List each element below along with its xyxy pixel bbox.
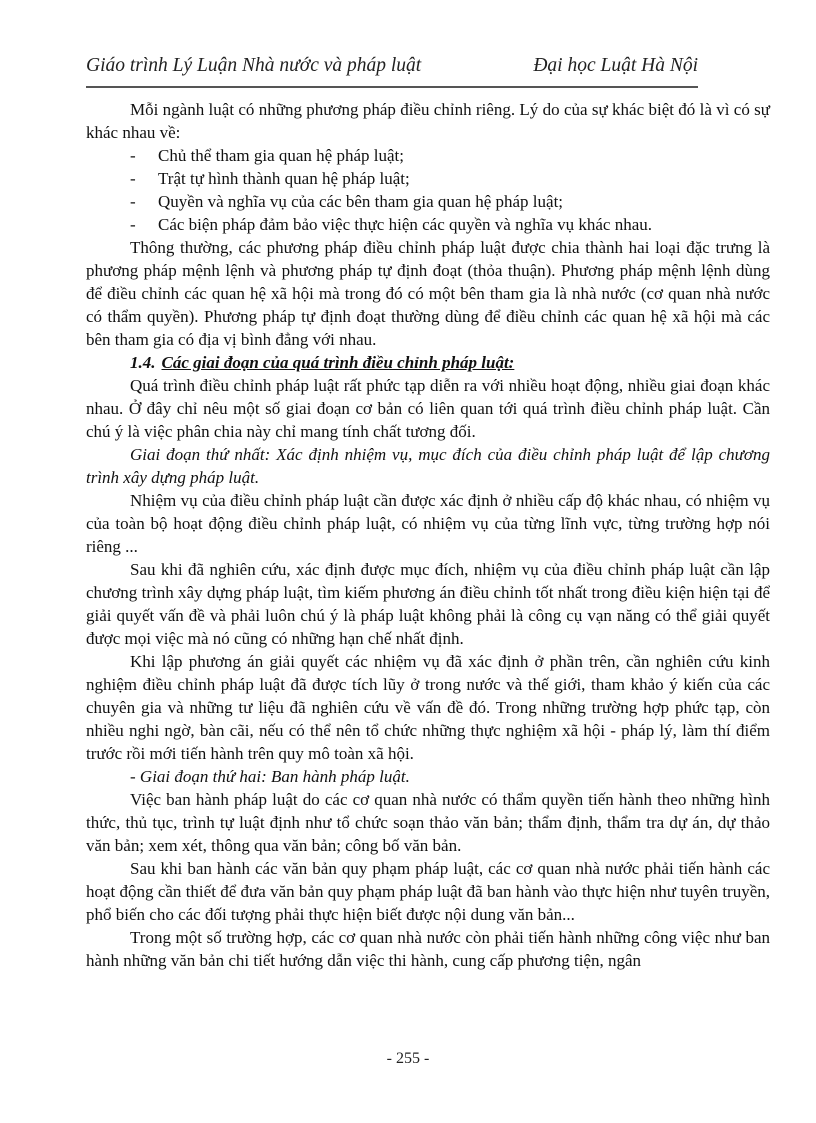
stage-1-heading: Giai đoạn thứ nhất: Xác định nhiệm vụ, mục đích của điều chỉnh pháp luật để lập chương trình xây dựng pháp luật. (86, 445, 770, 487)
page-body (86, 98, 770, 972)
paragraph-8: Sau khi ban hành các văn bản quy phạm pháp luật, các cơ quan nhà nước phải tiến hành các hoạt động cần thiết để đưa văn bản quy phạm pháp luật đã ban hành vào thực hiện như tuyên truyền, phổ biến cho các đối tượng phải thực hiện biết được nội dung văn bản... (86, 859, 770, 924)
paragraph-1: Mỗi ngành luật có những phương pháp điều chỉnh riêng. Lý do của sự khác biệt đó là vì có sự khác nhau về: (86, 100, 770, 142)
paragraph-6: Khi lập phương án giải quyết các nhiệm vụ đã xác định ở phần trên, cần nghiên cứu kinh nghiệm điều chỉnh pháp luật đã được tích lũy ở trong nước và thế giới, tham khảo ý kiến của các chuyên gia và những tư liệu đã nghiên cứu về vấn đề đó. Trong những trường hợp phức tạp, còn nhiều nghi ngờ, bàn cãi, nếu có thể nên tổ chức những thực nghiệm xã hội - pháp lý, làm thí điểm trước rồi mới tiến hành trên quy mô toàn xã hội. (86, 652, 770, 763)
section-title: Các giai đoạn của quá trình điều chỉnh pháp luật: (161, 353, 515, 372)
bullet-marker: - (130, 192, 136, 211)
section-heading (86, 351, 770, 374)
page-number: - 255 - (386, 1050, 430, 1067)
stage-2-heading: - Giai đoạn thứ hai: Ban hành pháp luật. (130, 767, 410, 786)
header-institution: Đại học Luật Hà Nội (533, 55, 698, 76)
bullet-marker: - (130, 169, 136, 188)
paragraph-9: Trong một số trường hợp, các cơ quan nhà nước còn phải tiến hành những công việc như ban hành những văn bản chi tiết hướng dẫn việc thi hành, cung cấp phương tiện, ngân (86, 928, 770, 970)
bullet-item (86, 167, 770, 190)
bullet-item (86, 213, 770, 236)
paragraph-4: Nhiệm vụ của điều chỉnh pháp luật cần được xác định ở nhiều cấp độ khác nhau, có nhiệm vụ của toàn bộ hoạt động điều chỉnh pháp luật, có nhiệm vụ của từng lĩnh vực, từng trường hợp nói riêng ... (86, 491, 770, 556)
bullet-item (86, 190, 770, 213)
bullet-item (86, 144, 770, 167)
bullet-list (86, 144, 770, 236)
header-book-title: Giáo trình Lý Luận Nhà nước và pháp luật (86, 55, 422, 76)
page-header (86, 52, 698, 88)
paragraph-3: Quá trình điều chỉnh pháp luật rất phức tạp diễn ra với nhiều hoạt động, nhiều giai đoạn khác nhau. Ở đây chỉ nêu một số giai đoạn cơ bản có liên quan tới quá trình điều chỉnh pháp luật. Cần chú ý là việc phân chia này chỉ mang tính chất tương đối. (86, 376, 770, 441)
bullet-marker: - (130, 146, 136, 165)
bullet-marker: - (130, 215, 136, 234)
bullet-text: Quyền và nghĩa vụ của các bên tham gia quan hệ pháp luật; (158, 192, 564, 211)
bullet-text: Chủ thể tham gia quan hệ pháp luật; (158, 146, 404, 165)
paragraph-7: Việc ban hành pháp luật do các cơ quan nhà nước có thẩm quyền tiến hành theo những hình thức, thủ tục, trình tự luật định như tổ chức soạn thảo văn bản; thẩm định, thẩm tra dự án, dự thảo văn bản; xem xét, thông qua văn bản; công bố văn bản. (86, 790, 770, 855)
paragraph-5: Sau khi đã nghiên cứu, xác định được mục đích, nhiệm vụ của điều chỉnh pháp luật cần lập chương trình xây dựng pháp luật, tìm kiếm phương án điều chỉnh tốt nhất trong điều kiện hiện tại để giải quyết vấn đề và phải luôn chú ý là pháp luật không phải là công cụ vạn năng có thể giải quyết được mọi việc mà nó cũng có những hạn chế nhất định. (86, 560, 770, 648)
bullet-text: Trật tự hình thành quan hệ pháp luật; (158, 169, 410, 188)
paragraph-2: Thông thường, các phương pháp điều chỉnh pháp luật được chia thành hai loại đặc trưng là phương pháp mệnh lệnh và phương pháp tự định đoạt (thỏa thuận). Phương pháp mệnh lệnh dùng để điều chỉnh các quan hệ xã hội mà trong đó có một bên tham gia là nhà nước (cơ quan nhà nước có thẩm quyền). Phương pháp tự định đoạt thường dùng để điều chỉnh các quan hệ xã hội mà các bên tham gia có địa vị bình đẳng với nhau. (86, 238, 770, 349)
section-number: 1.4. (130, 353, 156, 372)
bullet-text: Các biện pháp đảm bảo việc thực hiện các quyền và nghĩa vụ khác nhau. (158, 215, 653, 234)
